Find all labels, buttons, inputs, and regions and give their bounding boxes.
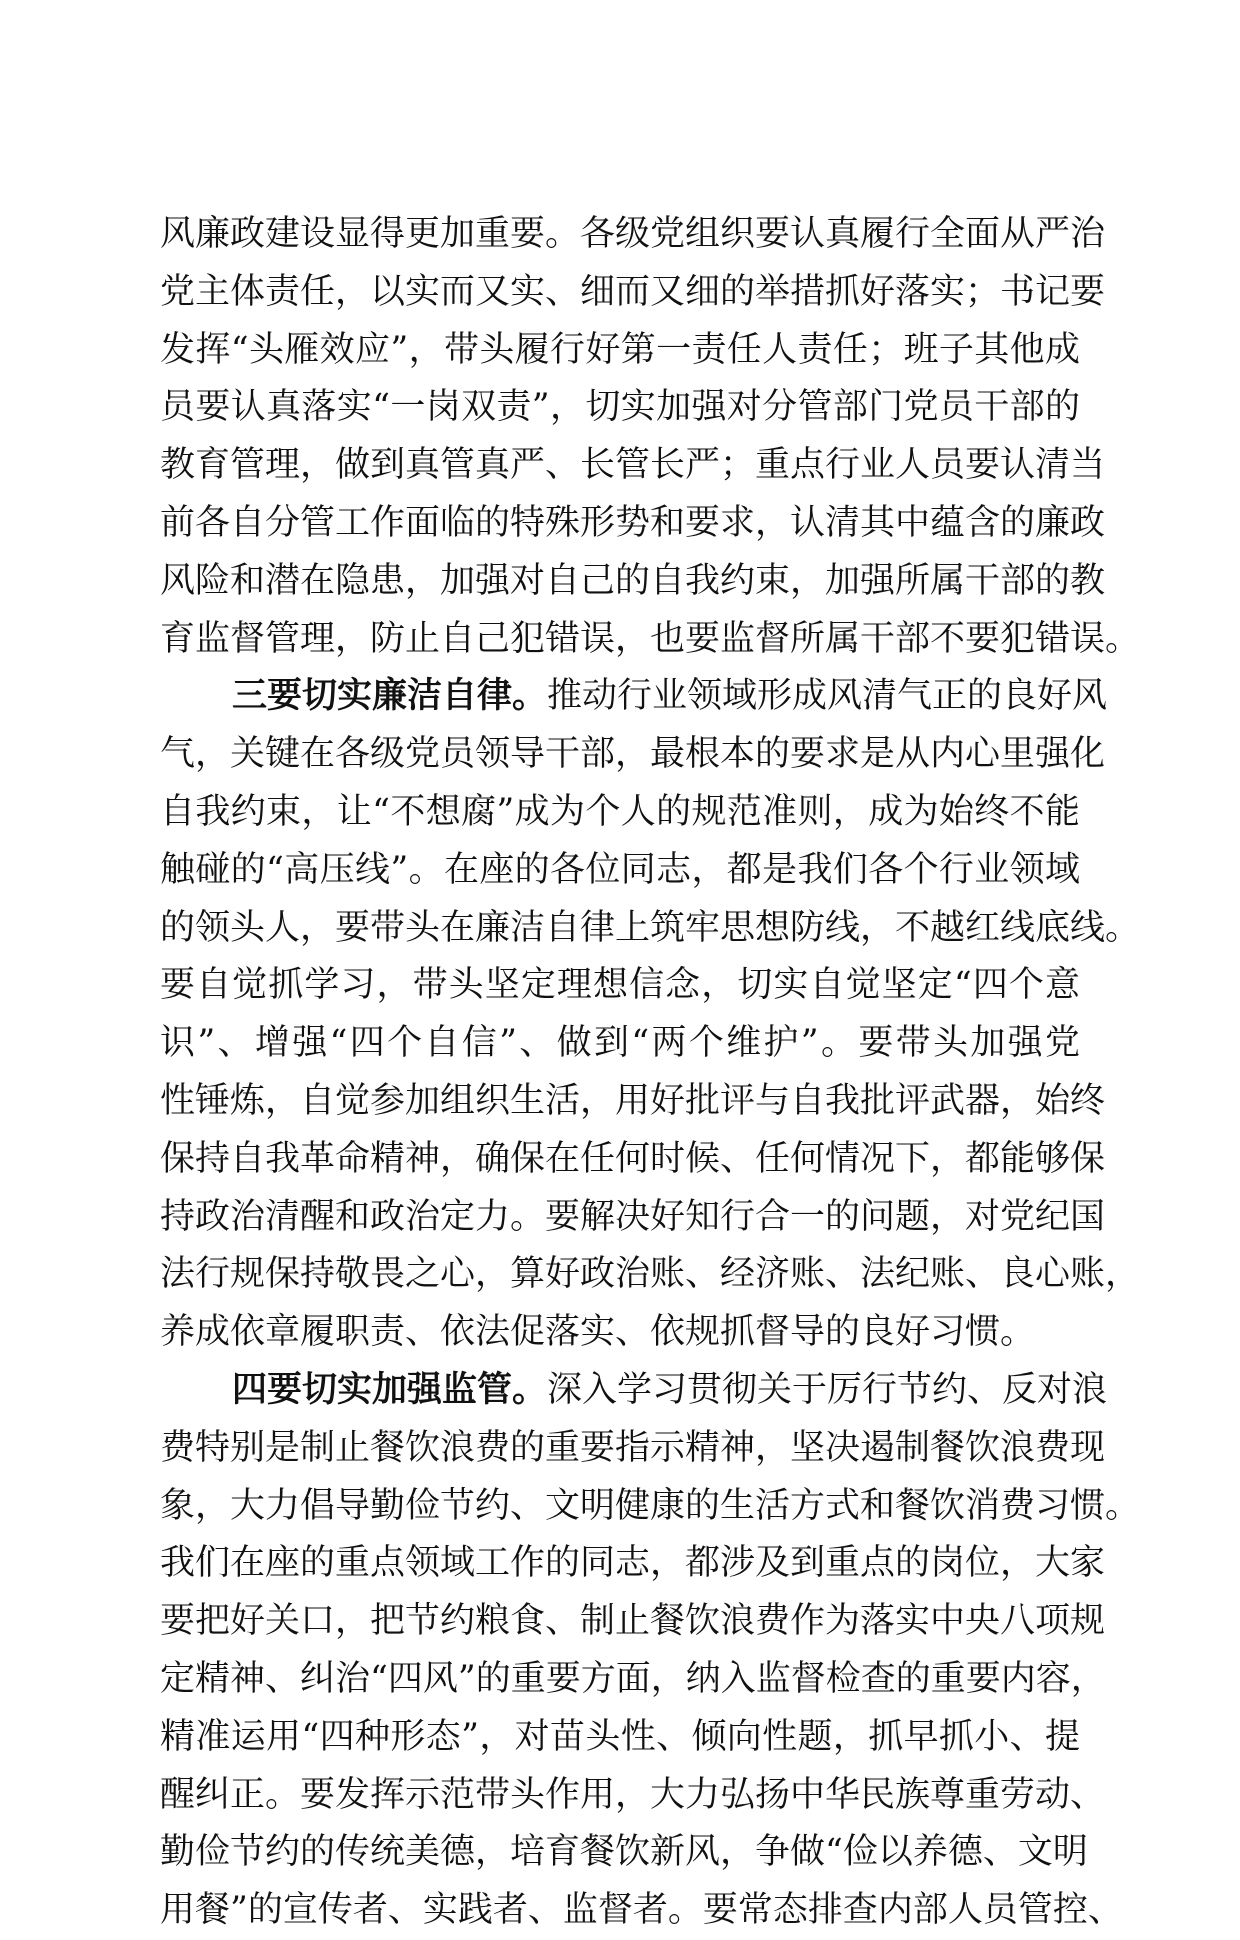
text-line: 党主体责任，以实而又实、细而又细的举措抓好落实；书记要 <box>160 271 1106 312</box>
text-line: 醒纠正。要发挥示范带头作用，大力弘扬中华民族尊重劳动、 <box>160 1774 1106 1815</box>
text-line: 要自觉抓学习，带头坚定理想信念，切实自觉坚定“四个意 <box>160 965 1080 1006</box>
text-line: 前各自分管工作面临的特殊形势和要求，认清其中蕴含的廉政 <box>160 502 1106 543</box>
text-line: 费特别是制止餐饮浪费的重要指示精神，坚决遏制餐饮浪费现 <box>160 1427 1106 1468</box>
text-line: 自我约束，让“不想腐”成为个人的规范准则，成为始终不能 <box>160 791 1080 832</box>
text-line: 员要认真落实“一岗双责”，切实加强对分管部门党员干部的 <box>160 387 1080 428</box>
text-line: 识”、增强“四个自信”、做到“两个维护”。要带头加强党 <box>160 1023 1080 1064</box>
text-line: 我们在座的重点领域工作的同志，都涉及到重点的岗位，大家 <box>160 1543 1106 1584</box>
text-line: 发挥“头雁效应”，带头履行好第一责任人责任；班子其他成 <box>160 329 1080 370</box>
paragraph-text: 推动行业领域形成风清气正的良好风 <box>547 676 1108 717</box>
paragraph-3 <box>160 1362 1141 1940</box>
text-line: 持政治清醒和政治定力。要解决好知行合一的问题，对党纪国 <box>160 1196 1106 1237</box>
text-line: 风险和潜在隐患，加强对自己的自我约束，加强所属干部的教 <box>160 560 1106 601</box>
text-line: 精准运用“四种形态”，对苗头性、倾向性题，抓早抓小、提 <box>160 1716 1080 1757</box>
text-line: 性锤炼，自觉参加组织生活，用好批评与自我批评武器，始终 <box>160 1080 1106 1121</box>
paragraph-2 <box>160 668 1141 1362</box>
text-line: 的领头人，要带头在廉洁自律上筑牢思想防线，不越红线底线。 <box>160 907 1141 948</box>
text-line: 育监督管理，防止自己犯错误，也要监督所属干部不要犯错误。 <box>160 618 1141 659</box>
text-line: 风廉政建设显得更加重要。各级党组织要认真履行全面从严治 <box>160 214 1106 254</box>
text-line: 气，关键在各级党员领导干部，最根本的要求是从内心里强化 <box>160 734 1106 775</box>
paragraph-text: 深入学习贯彻关于厉行节约、反对浪 <box>547 1369 1108 1410</box>
text-line: 法行规保持敬畏之心，算好政治账、经济账、法纪账、良心账， <box>160 1254 1141 1295</box>
text-line: 养成依章履职责、依法促落实、依规抓督导的良好习惯。 <box>160 1312 1036 1353</box>
text-line: 保持自我革命精神，确保在任何时候、任何情况下，都能够保 <box>160 1138 1106 1179</box>
paragraph-1 <box>160 206 1141 668</box>
paragraph-first-line <box>160 668 1108 726</box>
text-line: 用餐”的宣传者、实践者、监督者。要常态排查内部人员管控、 <box>160 1890 1123 1931</box>
body-text <box>160 206 1141 1940</box>
paragraph-first-line <box>160 1362 1108 1420</box>
text-line: 教育管理，做到真管真严、长管长严；重点行业人员要认清当 <box>160 445 1106 486</box>
text-line: 定精神、纠治“四风”的重要方面，纳入监督检查的重要内容， <box>160 1658 1106 1699</box>
paragraph-heading: 三要切实廉洁自律。 <box>232 676 548 717</box>
text-line: 要把好关口，把节约粮食、制止餐饮浪费作为落实中央八项规 <box>160 1601 1106 1642</box>
text-line: 象，大力倡导勤俭节约、文明健康的生活方式和餐饮消费习惯。 <box>160 1485 1141 1526</box>
paragraph-heading: 四要切实加强监管。 <box>232 1369 548 1410</box>
text-line: 勤俭节约的传统美德，培育餐饮新风，争做“俭以养德、文明 <box>160 1832 1088 1873</box>
text-line: 触碰的“高压线”。在座的各位同志，都是我们各个行业领域 <box>160 849 1080 890</box>
